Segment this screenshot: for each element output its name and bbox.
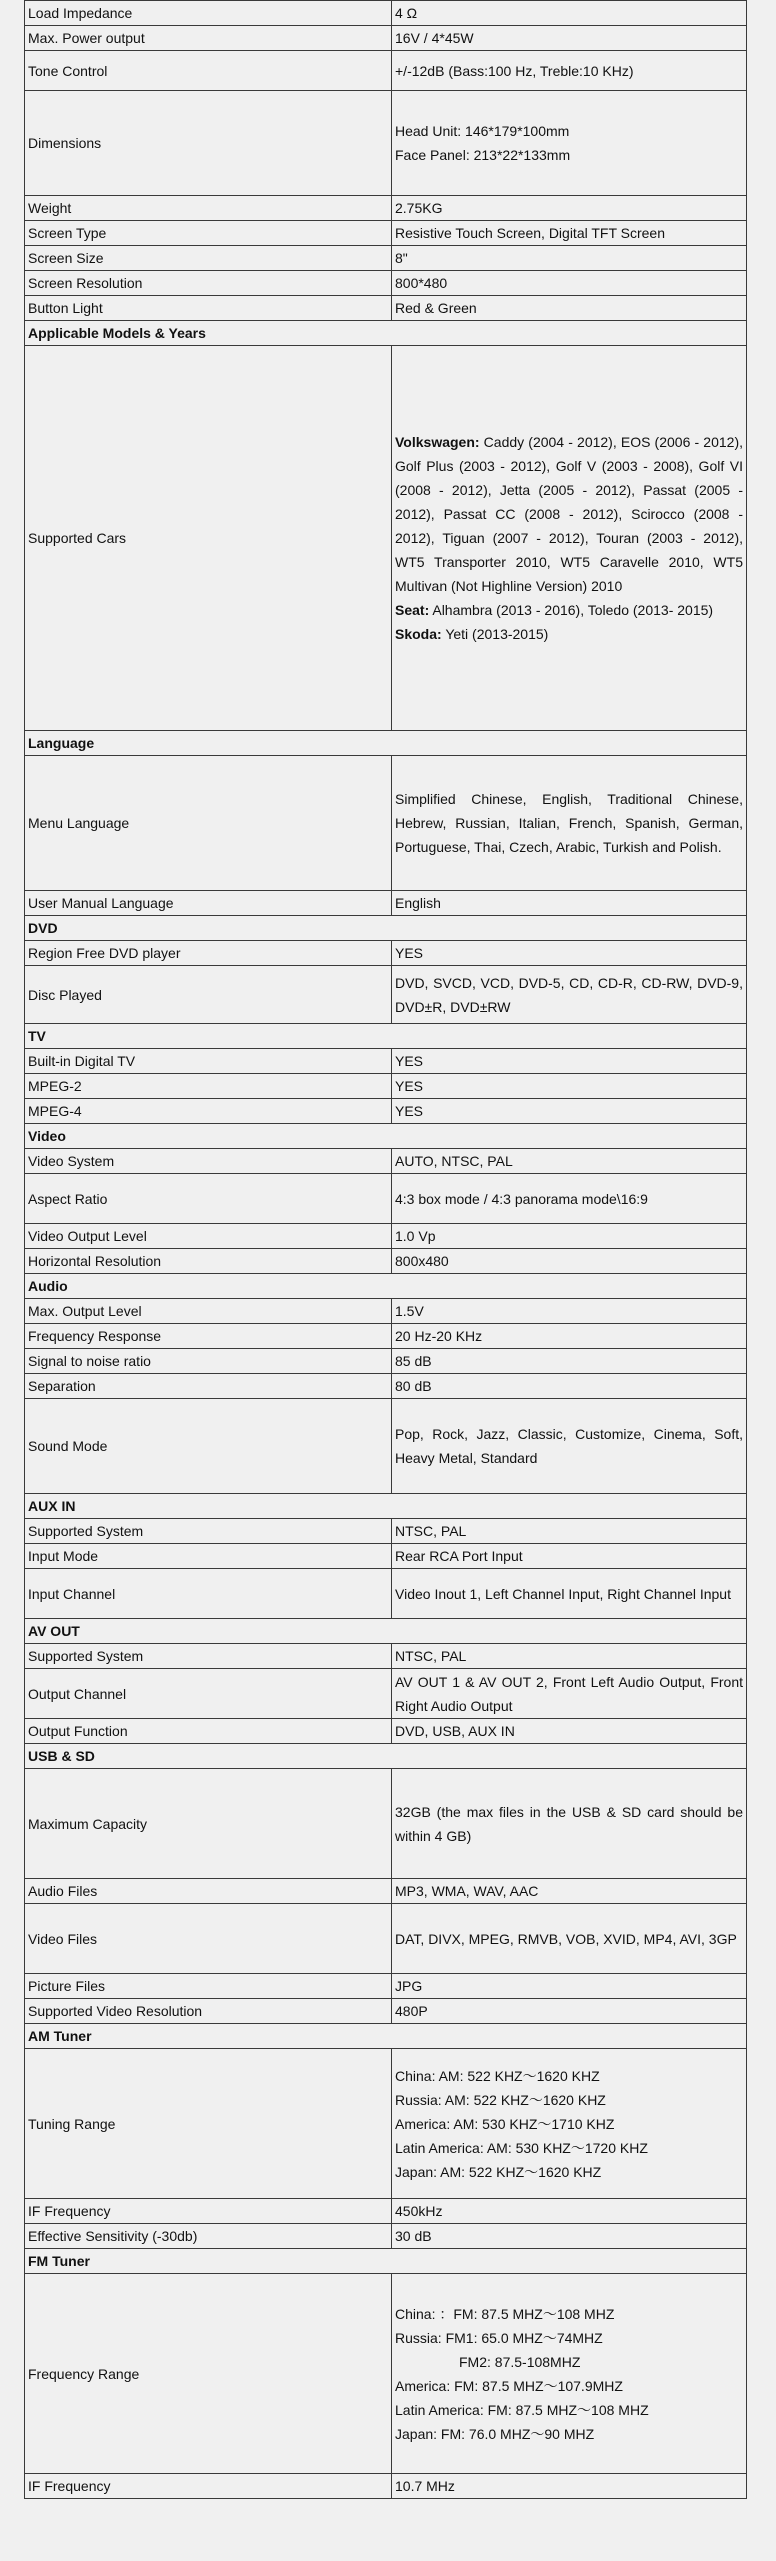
- spec-value-line: 1.0 Vp: [395, 1228, 436, 1244]
- spec-row: [25, 1719, 747, 1744]
- spec-label: Supported System: [25, 1644, 392, 1669]
- spec-row: [25, 1399, 747, 1494]
- spec-value-line: [395, 430, 743, 598]
- spec-value-line: America: AM: 530 KHZ～1710 KHZ: [395, 2115, 615, 2132]
- spec-row: [25, 91, 747, 196]
- spec-label: Supported System: [25, 1519, 392, 1544]
- spec-value: [392, 51, 747, 91]
- spec-row: [25, 891, 747, 916]
- spec-label: Supported Video Resolution: [25, 1999, 392, 2024]
- spec-label: Screen Type: [25, 221, 392, 246]
- spec-label: Input Mode: [25, 1544, 392, 1569]
- spec-value-line: 10.7 MHz: [395, 2478, 455, 2494]
- spec-label: Frequency Range: [25, 2274, 392, 2474]
- spec-row: [25, 1879, 747, 1904]
- spec-row: [25, 2199, 747, 2224]
- spec-row: [25, 2049, 747, 2199]
- spec-label: Weight: [25, 196, 392, 221]
- spec-value-line: Latin America: AM: 530 KHZ～1720 KHZ: [395, 2139, 648, 2156]
- spec-row: [25, 941, 747, 966]
- spec-row: [25, 26, 747, 51]
- spec-value-line: [395, 598, 743, 622]
- spec-label: Video System: [25, 1149, 392, 1174]
- spec-row: [25, 296, 747, 321]
- spec-value-line: Russia: AM: 522 KHZ～1620 KHZ: [395, 2091, 606, 2108]
- section-header: [25, 1274, 747, 1299]
- spec-value: [392, 296, 747, 321]
- spec-value-line: 32GB (the max files in the USB & SD card should be within 4 GB): [395, 1803, 743, 1844]
- spec-value-line: DVD, SVCD, VCD, DVD-5, CD, CD-R, CD-RW, DVD-9, DVD±R, DVD±RW: [395, 974, 743, 1015]
- spec-row: [25, 1519, 747, 1544]
- spec-value: [392, 1349, 747, 1374]
- spec-value-line: FM2: 87.5-108MHZ: [459, 2353, 581, 2370]
- spec-value: [392, 346, 747, 731]
- spec-label: Aspect Ratio: [25, 1174, 392, 1224]
- spec-label: IF Frequency: [25, 2474, 392, 2499]
- spec-value-line: DVD, USB, AUX IN: [395, 1723, 515, 1739]
- section-header: [25, 1619, 747, 1644]
- spec-value: [392, 271, 747, 296]
- spec-value-line: Face Panel: 213*22*133mm: [395, 147, 571, 163]
- spec-value-line: Resistive Touch Screen, Digital TFT Screen: [395, 225, 666, 241]
- brand-models: Caddy (2004 - 2012), EOS (2006 - 2012), Golf Plus (2003 - 2012), Golf V (2003 - 2008), Golf VI (2008 - 2012), Jetta (2005 - 2012), Passat (2005 - 2012), Passat CC (2008 - 2012), Scirocco (2008 - 2012), Tiguan (2007 - 2012), Touran (2003 - 2012), WT5 Transporter 2010, WT5 Caravelle 2010, WT5 Multivan (Not Highline Version) 2010: [395, 434, 743, 594]
- spec-label: Dimensions: [25, 91, 392, 196]
- spec-value-line: YES: [395, 1103, 424, 1119]
- section-header: [25, 1024, 747, 1049]
- spec-label: Output Function: [25, 1719, 392, 1744]
- spec-value: [392, 1174, 747, 1224]
- spec-row: [25, 1249, 747, 1274]
- spec-body: [25, 1, 747, 2499]
- spec-label: User Manual Language: [25, 891, 392, 916]
- spec-label: Disc Played: [25, 966, 392, 1024]
- spec-row: [25, 271, 747, 296]
- spec-value-line: 16V / 4*45W: [395, 30, 474, 46]
- spec-label: Max. Power output: [25, 26, 392, 51]
- section-title: USB & SD: [25, 1744, 747, 1769]
- spec-value-line: Pop, Rock, Jazz, Classic, Customize, Cinema, Soft, Heavy Metal, Standard: [395, 1426, 743, 1466]
- spec-value-line: +/-12dB (Bass:100 Hz, Treble:10 KHz): [395, 62, 634, 79]
- section-header: [25, 1744, 747, 1769]
- section-title: FM Tuner: [25, 2249, 747, 2274]
- spec-row: [25, 1074, 747, 1099]
- spec-value: [392, 1249, 747, 1274]
- section-header: [25, 916, 747, 941]
- spec-label: Max. Output Level: [25, 1299, 392, 1324]
- spec-label: Screen Size: [25, 246, 392, 271]
- spec-row: [25, 1149, 747, 1174]
- spec-row: [25, 1669, 747, 1719]
- spec-value-line: 20 Hz-20 KHz: [395, 1328, 483, 1344]
- section-header: [25, 2024, 747, 2049]
- spec-value-line: Japan: AM: 522 KHZ～1620 KHZ: [395, 2163, 602, 2180]
- spec-value: [392, 196, 747, 221]
- spec-value-line: NTSC, PAL: [395, 1648, 467, 1664]
- spec-value-line: 30 dB: [395, 2228, 432, 2244]
- spec-label: Region Free DVD player: [25, 941, 392, 966]
- spec-value-line: 800*480: [395, 275, 448, 291]
- spec-value: [392, 1769, 747, 1879]
- spec-value: [392, 1149, 747, 1174]
- spec-row: [25, 1569, 747, 1619]
- spec-value: [392, 1519, 747, 1544]
- spec-label: MPEG-4: [25, 1099, 392, 1124]
- spec-value-line: 800x480: [395, 1253, 449, 1269]
- section-header: [25, 321, 747, 346]
- spec-label: Signal to noise ratio: [25, 1349, 392, 1374]
- spec-label: Audio Files: [25, 1879, 392, 1904]
- spec-value-line: 4:3 box mode / 4:3 panorama mode\16:9: [395, 1190, 648, 1207]
- spec-value: [392, 2224, 747, 2249]
- spec-row: [25, 1049, 747, 1074]
- spec-label: Effective Sensitivity (-30db): [25, 2224, 392, 2249]
- spec-value: [392, 1399, 747, 1494]
- spec-value: [392, 1099, 747, 1124]
- section-header: [25, 731, 747, 756]
- spec-row: [25, 1374, 747, 1399]
- spec-value: [392, 2199, 747, 2224]
- spec-value-line: Head Unit: 146*179*100mm: [395, 123, 570, 139]
- spec-value: [392, 1299, 747, 1324]
- spec-value-line: YES: [395, 1078, 424, 1094]
- spec-value-line: MP3, WMA, WAV, AAC: [395, 1883, 539, 1899]
- spec-value: [392, 2274, 747, 2474]
- spec-value: [392, 1374, 747, 1399]
- spec-label: MPEG-2: [25, 1074, 392, 1099]
- spec-value: [392, 1719, 747, 1744]
- spec-row: [25, 196, 747, 221]
- spec-value-line: Japan: FM: 76.0 MHZ～90 MHZ: [395, 2425, 595, 2442]
- spec-row: [25, 1349, 747, 1374]
- spec-row: [25, 2224, 747, 2249]
- section-title: AM Tuner: [25, 2024, 747, 2049]
- section-title: DVD: [25, 916, 747, 941]
- spec-value: [392, 1669, 747, 1719]
- spec-value-line: 480P: [395, 2003, 428, 2019]
- spec-row: [25, 1099, 747, 1124]
- section-title: AUX IN: [25, 1494, 747, 1519]
- spec-label: Sound Mode: [25, 1399, 392, 1494]
- spec-value: [392, 1904, 747, 1974]
- spec-row: [25, 1644, 747, 1669]
- spec-value-line: English: [395, 895, 441, 911]
- spec-value-line: Russia: FM1: 65.0 MHZ～74MHZ: [395, 2329, 603, 2346]
- spec-row: [25, 246, 747, 271]
- spec-value: [392, 1, 747, 26]
- spec-value: [392, 91, 747, 196]
- brand-name: Skoda:: [395, 626, 442, 642]
- spec-value: [392, 966, 747, 1024]
- spec-value-line: 450kHz: [395, 2203, 443, 2219]
- brand-name: Volkswagen:: [395, 434, 480, 450]
- spec-value: [392, 1569, 747, 1619]
- section-title: Applicable Models & Years: [25, 321, 747, 346]
- spec-label: Video Files: [25, 1904, 392, 1974]
- spec-value: [392, 2049, 747, 2199]
- spec-value: [392, 1049, 747, 1074]
- spec-label: Frequency Response: [25, 1324, 392, 1349]
- spec-value: [392, 1999, 747, 2024]
- spec-value: [392, 246, 747, 271]
- brand-models: Yeti (2013-2015): [441, 626, 549, 642]
- spec-label: Supported Cars: [25, 346, 392, 731]
- spec-row: [25, 2474, 747, 2499]
- spec-table: [24, 0, 747, 2499]
- section-title: AV OUT: [25, 1619, 747, 1644]
- spec-value: [392, 26, 747, 51]
- spec-value-line: 80 dB: [395, 1378, 432, 1394]
- spec-row: [25, 1544, 747, 1569]
- spec-value: [392, 1544, 747, 1569]
- spec-value-line: China: AM: 522 KHZ～1620 KHZ: [395, 2067, 600, 2084]
- spec-row: [25, 51, 747, 91]
- spec-value: [392, 1324, 747, 1349]
- section-header: [25, 2249, 747, 2274]
- spec-value: [392, 2474, 747, 2499]
- spec-row: [25, 1324, 747, 1349]
- spec-row: [25, 1299, 747, 1324]
- spec-label: Tone Control: [25, 51, 392, 91]
- spec-label: Picture Files: [25, 1974, 392, 1999]
- spec-label: Maximum Capacity: [25, 1769, 392, 1879]
- spec-value-line: JPG: [395, 1978, 423, 1994]
- spec-value: [392, 1224, 747, 1249]
- spec-value-line: YES: [395, 1053, 424, 1069]
- brand-name: Seat:: [395, 602, 430, 618]
- spec-label: Input Channel: [25, 1569, 392, 1619]
- spec-row: [25, 966, 747, 1024]
- spec-value: [392, 1074, 747, 1099]
- spec-row: [25, 1974, 747, 1999]
- spec-label: Screen Resolution: [25, 271, 392, 296]
- spec-value-line: 1.5V: [395, 1303, 424, 1319]
- spec-value-line: 85 dB: [395, 1353, 432, 1369]
- spec-label: Horizontal Resolution: [25, 1249, 392, 1274]
- section-header: [25, 1124, 747, 1149]
- spec-row: [25, 221, 747, 246]
- spec-value-line: DAT, DIVX, MPEG, RMVB, VOB, XVID, MP4, AVI, 3GP: [395, 1930, 737, 1947]
- spec-row: [25, 1224, 747, 1249]
- spec-value-line: 2.75KG: [395, 200, 443, 216]
- spec-row: [25, 2274, 747, 2474]
- spec-label: Separation: [25, 1374, 392, 1399]
- spec-value: [392, 221, 747, 246]
- spec-label: Tuning Range: [25, 2049, 392, 2199]
- spec-row: [25, 1, 747, 26]
- spec-value-line: Rear RCA Port Input: [395, 1548, 523, 1564]
- spec-value: [392, 756, 747, 891]
- spec-value-line: AV OUT 1 & AV OUT 2, Front Left Audio Output, Front Right Audio Output: [395, 1673, 743, 1714]
- spec-value: [392, 891, 747, 916]
- spec-value: [392, 1879, 747, 1904]
- spec-value-line: YES: [395, 945, 424, 961]
- spec-value-line: [395, 622, 743, 646]
- section-title: Language: [25, 731, 747, 756]
- spec-value: [392, 941, 747, 966]
- spec-value-line: 4 Ω: [395, 5, 418, 21]
- spec-value-line: Red & Green: [395, 300, 477, 316]
- section-title: TV: [25, 1024, 747, 1049]
- spec-value-line: AUTO, NTSC, PAL: [395, 1153, 513, 1169]
- spec-label: IF Frequency: [25, 2199, 392, 2224]
- spec-value-line: America: FM: 87.5 MHZ～107.9MHZ: [395, 2377, 623, 2394]
- spec-label: Button Light: [25, 296, 392, 321]
- spec-value: [392, 1644, 747, 1669]
- spec-value-line: Simplified Chinese, English, Traditional Chinese, Hebrew, Russian, Italian, French, Spanish, German, Portuguese, Thai, Czech, Arabic, Turkish and Polish.: [395, 791, 743, 855]
- section-header: [25, 1494, 747, 1519]
- section-title: Audio: [25, 1274, 747, 1299]
- spec-row: [25, 1174, 747, 1224]
- spec-label: Menu Language: [25, 756, 392, 891]
- spec-value-line: China: ：FM: 87.5 MHZ～108 MHZ: [395, 2305, 615, 2322]
- spec-label: Built-in Digital TV: [25, 1049, 392, 1074]
- spec-row: [25, 1999, 747, 2024]
- spec-row: [25, 756, 747, 891]
- spec-label: Load Impedance: [25, 1, 392, 26]
- spec-value: [392, 1974, 747, 1999]
- spec-row: [25, 346, 747, 731]
- spec-value-line: Video Inout 1, Left Channel Input, Right Channel Input: [395, 1585, 731, 1602]
- section-title: Video: [25, 1124, 747, 1149]
- spec-label: Output Channel: [25, 1669, 392, 1719]
- spec-value-line: Latin America: FM: 87.5 MHZ～108 MHZ: [395, 2401, 649, 2418]
- spec-label: Video Output Level: [25, 1224, 392, 1249]
- spec-row: [25, 1904, 747, 1974]
- spec-value-line: NTSC, PAL: [395, 1523, 467, 1539]
- spec-value-line: 8": [395, 250, 408, 266]
- spec-row: [25, 1769, 747, 1879]
- brand-models: Alhambra (2013 - 2016), Toledo (2013- 2015): [429, 602, 714, 618]
